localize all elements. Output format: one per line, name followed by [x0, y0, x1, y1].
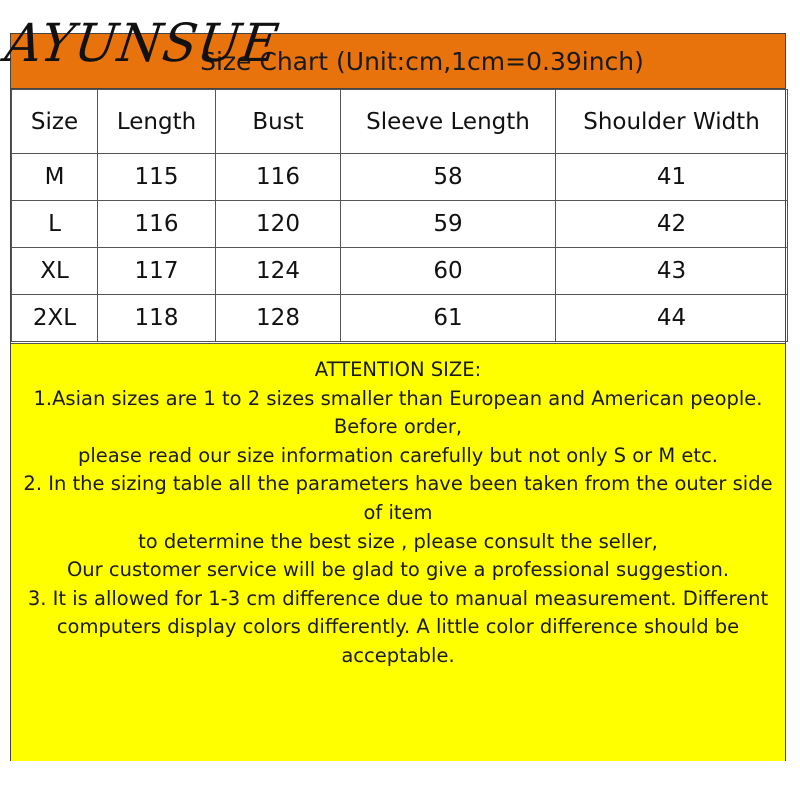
size-chart-sheet	[10, 33, 786, 761]
cell-bust: 128	[216, 295, 341, 342]
size-chart-title: Size Chart (Unit:cm,1cm=0.39inch)	[200, 46, 644, 76]
table-row	[12, 295, 788, 342]
attention-line: 2. In the sizing table all the parameters have been taken from the outer side of item	[23, 472, 773, 524]
attention-notice	[11, 343, 785, 761]
size-table	[11, 89, 788, 342]
table-header-row	[12, 90, 788, 154]
table-row	[12, 248, 788, 295]
cell-shoulder-width: 44	[556, 295, 788, 342]
brand-logo: AYUNSUE	[1, 12, 283, 74]
cell-sleeve-length: 60	[341, 248, 556, 295]
cell-length: 117	[98, 248, 216, 295]
header-size: Size	[12, 90, 98, 154]
header-length: Length	[98, 90, 216, 154]
attention-line: 1.Asian sizes are 1 to 2 sizes smaller than European and American people. Before order,	[33, 386, 763, 439]
header-sleeve-length: Sleeve Length	[341, 90, 556, 154]
attention-line: to determine the best size , please consult the seller,	[138, 529, 658, 553]
attention-line: Our customer service will be glad to give a professional suggestion.	[66, 558, 730, 582]
cell-shoulder-width: 41	[556, 154, 788, 201]
cell-size: L	[12, 201, 98, 248]
cell-length: 115	[98, 154, 216, 201]
attention-line: computers display colors differently. A little color difference should be acceptable.	[56, 615, 740, 667]
cell-sleeve-length: 61	[341, 295, 556, 342]
cell-sleeve-length: 58	[341, 154, 556, 201]
cell-shoulder-width: 43	[556, 248, 788, 295]
cell-shoulder-width: 42	[556, 201, 788, 248]
cell-size: XL	[12, 248, 98, 295]
cell-bust: 124	[216, 248, 341, 295]
header-shoulder-width: Shoulder Width	[556, 90, 788, 154]
attention-line: 3. It is allowed for 1-3 cm difference due to manual measurement. Different	[27, 586, 769, 610]
size-chart-title-bar	[11, 34, 785, 89]
cell-sleeve-length: 59	[341, 201, 556, 248]
attention-line: please read our size information carefully but not only S or M etc.	[78, 443, 718, 467]
cell-size: M	[12, 154, 98, 201]
cell-length: 116	[98, 201, 216, 248]
cell-bust: 120	[216, 201, 341, 248]
cell-size: 2XL	[12, 295, 98, 342]
cell-bust: 116	[216, 154, 341, 201]
table-row	[12, 201, 788, 248]
cell-length: 118	[98, 295, 216, 342]
table-row	[12, 154, 788, 201]
header-bust: Bust	[216, 90, 341, 154]
attention-heading: ATTENTION SIZE:	[314, 358, 482, 381]
